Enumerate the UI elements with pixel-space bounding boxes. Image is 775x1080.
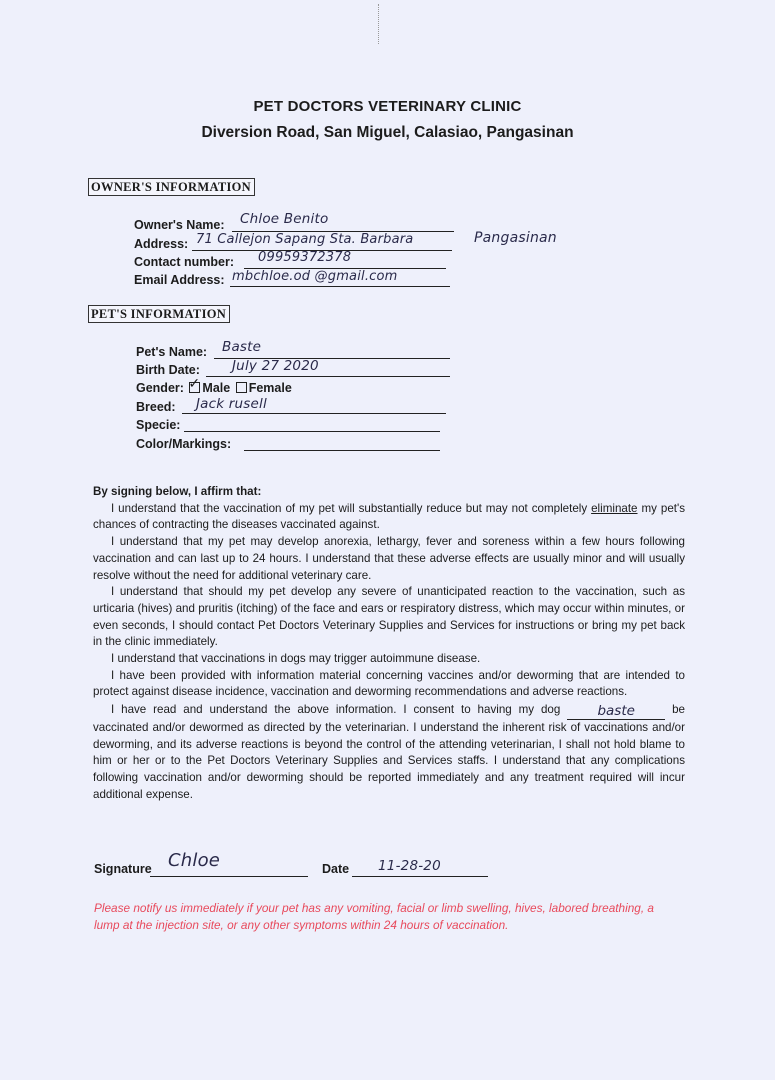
notice-text: Please notify us immediately if your pet has any vomiting, facial or limb swelling, hives, labored breathing, a lump at the injection site, or any other symptoms within 24 hours of vaccination.	[94, 901, 654, 932]
male-option-label: Male	[202, 381, 231, 395]
birth-date-label: Birth Date:	[136, 363, 200, 377]
consent-paragraph-3: I understand that should my pet develop any severe of unanticipated reaction to the vaccination, such as urticaria (hives) and pruritis (itching) of the face and ears or respiratory distress, which may occur within minutes, or even seconds, I should contact Pet Doctors Veterinary Supplies and Services for instructions or bring my pet back in the clinic immediately.	[93, 585, 685, 649]
female-checkbox[interactable]	[236, 382, 247, 393]
email-line	[230, 286, 450, 287]
owner-address-province: Pangasinan	[474, 230, 557, 246]
contact-number-label: Contact number:	[134, 255, 234, 269]
consent-paragraph-6: I have read and understand the above information. I consent to having my dog baste be vaccinated and/or dewormed as directed by the veterinarian. I understand the inherent risk of vaccinations and/or deworming, and its adverse reactions is beyond the control of the attending veterinarian, I shall not hold blame to him or her or to the Pet Doctors Veterinary Supplies and Services staffs. I understand that any complications following vaccination and/or deworming should be reported immediately and any treatment required will incur additional expense.	[93, 703, 685, 801]
scan-artifact	[378, 4, 381, 44]
owner-section-title: OWNER'S INFORMATION	[88, 178, 255, 196]
owner-name-value[interactable]: Chloe Benito	[240, 211, 329, 227]
birth-date-value[interactable]: July 27 2020	[232, 358, 319, 374]
breed-line	[182, 413, 446, 414]
signature-label: Signature	[94, 862, 152, 876]
breed-label: Breed:	[136, 400, 176, 414]
consent-lead: By signing below, I affirm that:	[93, 485, 262, 498]
contact-number-value[interactable]: 09959372378	[258, 250, 352, 265]
email-value[interactable]: mbchloe.od @gmail.com	[232, 269, 398, 284]
consent-paragraph-1: I understand that the vaccination of my pet will substantially reduce but may not completely eliminate my pet's chances of contracting the diseases vaccinated against.	[93, 501, 685, 532]
pet-name-label: Pet's Name:	[136, 345, 208, 359]
birth-date-line	[206, 376, 450, 377]
color-markings-line[interactable]	[244, 450, 440, 451]
pet-name-value[interactable]: Baste	[222, 339, 262, 355]
clinic-name: PET DOCTORS VETERINARY CLINIC	[253, 98, 522, 115]
consent-paragraph-4: I understand that vaccinations in dogs may trigger autoimmune disease.	[111, 652, 481, 666]
female-option-label: Female	[248, 381, 292, 395]
date-value[interactable]: 11-28-20	[378, 858, 441, 874]
color-markings-label: Color/Markings:	[136, 437, 232, 451]
date-label: Date	[322, 862, 350, 876]
owner-address-label: Address:	[134, 237, 189, 251]
gender-row	[136, 375, 292, 395]
pet-section-title: PET'S INFORMATION	[88, 305, 230, 323]
email-label: Email Address:	[134, 273, 225, 287]
owner-name-label: Owner's Name:	[134, 218, 225, 232]
date-line	[352, 876, 488, 877]
consent-paragraph-2: I understand that my pet may develop anorexia, lethargy, fever and soreness within a few hours following vaccination and can last up to 24 hours. I understand that these adverse effects are usually minor and will usually resolve without the need for additional veterinary care.	[93, 535, 685, 582]
clinic-address: Diversion Road, San Miguel, Calasiao, Pangasinan	[201, 124, 574, 141]
owner-address-value[interactable]: 71 Callejon Sapang Sta. Barbara	[196, 232, 414, 247]
male-checkbox[interactable]: ✓	[188, 375, 201, 391]
signature-value[interactable]: Chloe	[168, 850, 221, 871]
dog-name-blank[interactable]: baste	[567, 701, 665, 720]
signature-line	[150, 876, 308, 877]
specie-label: Specie:	[136, 418, 181, 432]
consent-text	[93, 484, 685, 803]
gender-label: Gender:	[136, 381, 184, 395]
breed-value[interactable]: Jack rusell	[196, 396, 267, 412]
specie-line[interactable]	[184, 431, 440, 432]
consent-paragraph-5: I have been provided with information material concerning vaccines and/or deworming that are intended to protect against disease incidence, vaccination and deworming recommendations and adverse reactions.	[93, 668, 685, 699]
